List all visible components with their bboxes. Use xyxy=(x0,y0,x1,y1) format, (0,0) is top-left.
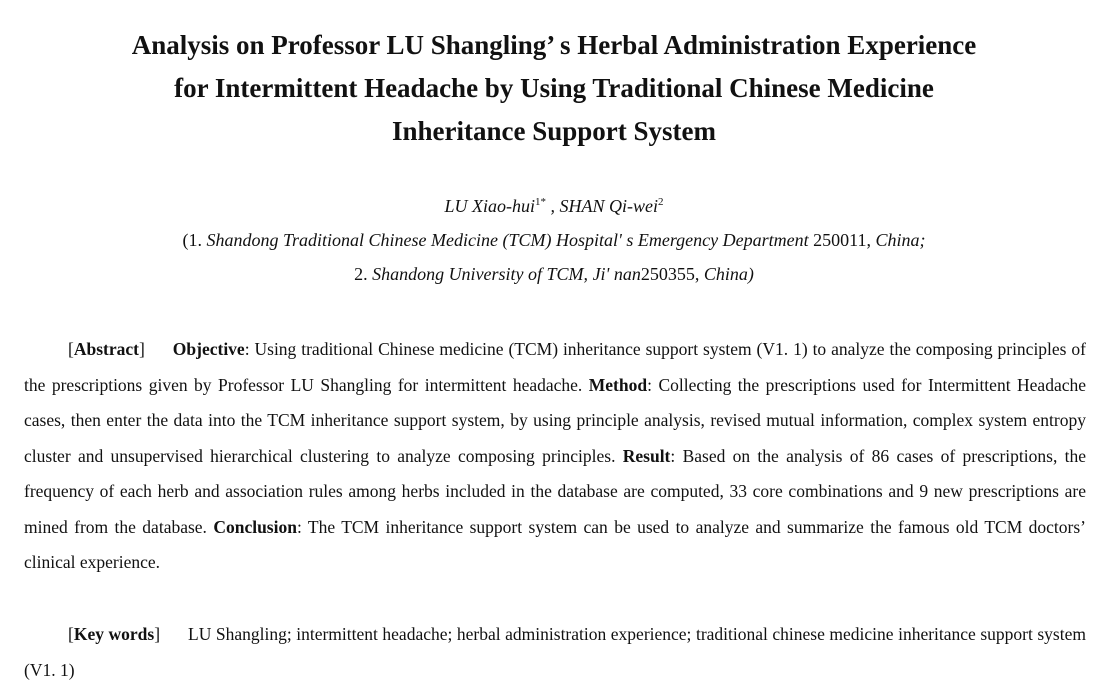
affiliation-1-prefix: (1. xyxy=(182,230,202,250)
affiliation-1-institution: Shandong Traditional Chinese Medicine (TCM) Hospital' s Emergency Department xyxy=(206,230,809,250)
affiliation-2-institution: Shandong University of TCM, xyxy=(372,264,589,284)
author-1-mark: 1* xyxy=(535,196,546,208)
keywords-text: LU Shangling; intermittent headache; herbal administration experience; traditional chinese medicine inheritance support system (V1. 1) xyxy=(24,624,1086,680)
author-list xyxy=(0,190,1108,218)
keywords-paragraph: [Key words] LU Shangling; intermittent headache; herbal administration experience; traditional chinese medicine inheritance support system (V1. 1) xyxy=(24,624,1086,680)
affiliation-2-prefix: 2. xyxy=(354,264,368,284)
affiliation-2 xyxy=(0,262,1108,286)
keywords-label: Key words xyxy=(73,624,155,644)
conclusion-label: Conclusion xyxy=(213,516,297,537)
method-text: Collecting the prescriptions used for Intermittent Headache cases, then enter the data into the TCM inheritance support system, by using principle analysis, revised mutual information, complex system entropy cluster and unsupervised hierarchical clustering to analyze composing principles. xyxy=(24,374,1086,466)
abstract-label: Abstract xyxy=(73,339,139,359)
affiliation-2-city: Ji' nan xyxy=(592,264,641,284)
affiliation-2-country: China) xyxy=(703,264,754,284)
objective-label: Objective xyxy=(172,339,245,359)
objective-text: Using traditional Chinese medicine (TCM) inheritance support system (V1. 1) to analyze the composing principles of the prescriptions given by Professor LU Shangling for intermittent headache. xyxy=(24,339,1086,395)
result-text: Based on the analysis of 86 cases of prescriptions, the frequency of each herb and association rules among herbs included in the database are computed, 33 core combinations and 9 new prescriptions are mined from the database. xyxy=(24,445,1086,537)
paper-title xyxy=(0,24,1108,153)
affiliation-1 xyxy=(0,228,1108,252)
author-2: SHAN Qi-wei xyxy=(559,196,658,216)
abstract-paragraph: [Abstract] Objective: Using traditional Chinese medicine (TCM) inheritance support system (V1. 1) to analyze the composing principles of the prescriptions given by Professor LU Shangling for intermittent headache. Method: Collecting the prescriptions used for Intermittent Headache cases, then enter the data into the TCM inheritance support system, by using principle analysis, revised mutual information, complex system entropy cluster and unsupervised hierarchical clustering to analyze composing principles. Result: Based on the analysis of 86 cases of prescriptions, the frequency of each herb and association rules among herbs included in the database are computed, 33 core combinations and 9 new prescriptions are mined from the database. Conclusion: The TCM inheritance support system can be used to analyze and summarize the famous old TCM doctors’ clinical experience. xyxy=(24,339,1086,572)
author-1: LU Xiao-hui xyxy=(444,196,535,216)
affiliation-2-postcode: 250355, xyxy=(640,264,700,284)
title-line-2: for Intermittent Headache by Using Traditional Chinese Medicine xyxy=(174,73,934,103)
author-separator: , xyxy=(546,196,560,216)
title-line-1: Analysis on Professor LU Shangling’ s Herbal Administration Experience xyxy=(131,30,977,60)
title-line-3: Inheritance Support System xyxy=(391,116,716,146)
method-label: Method xyxy=(588,374,648,395)
affiliation-1-postcode: 250011, xyxy=(813,230,871,250)
conclusion-text: The TCM inheritance support system can be used to analyze and summarize the famous old TCM doctors’ clinical experience. xyxy=(24,516,1086,572)
result-label: Result xyxy=(622,445,671,466)
affiliation-1-country: China; xyxy=(875,230,926,250)
author-2-mark: 2 xyxy=(658,196,664,208)
